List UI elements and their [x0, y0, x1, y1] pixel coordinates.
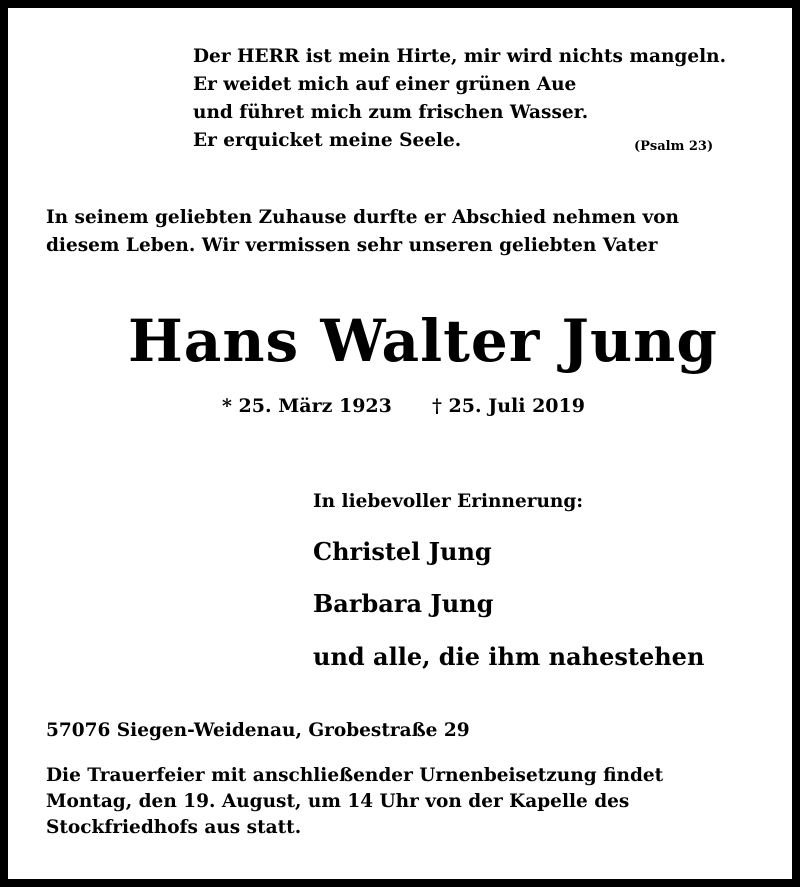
- address: 57076 Siegen-Weidenau, Grobestraße 29: [46, 720, 470, 741]
- deceased-name: Hans Walter Jung: [128, 307, 718, 375]
- mourners-others: und alle, die ihm nahestehen: [313, 642, 705, 671]
- memory-heading: In liebevoller Erinnerung:: [313, 491, 584, 512]
- psalm-line: Der HERR ist mein Hirte, mir wird nichts mangeln.: [193, 46, 727, 67]
- mourner-name: Christel Jung: [313, 537, 492, 566]
- birth-date: * 25. März 1923: [222, 395, 392, 417]
- psalm-reference: (Psalm 23): [634, 139, 714, 154]
- ceremony-line: Montag, den 19. August, um 14 Uhr von der Kapelle des: [46, 791, 630, 812]
- mourner-name: Barbara Jung: [313, 589, 494, 618]
- intro-line: In seinem geliebten Zuhause durfte er Abschied nehmen von: [46, 207, 679, 228]
- death-date: † 25. Juli 2019: [432, 395, 585, 417]
- intro-line: diesem Leben. Wir vermissen sehr unseren geliebten Vater: [46, 235, 658, 256]
- psalm-line: Er erquicket meine Seele.: [193, 130, 462, 151]
- ceremony-line: Die Trauerfeier mit anschließender Urnenbeisetzung findet: [46, 765, 664, 786]
- intro-text: [46, 209, 679, 265]
- psalm-line: und führet mich zum frischen Wasser.: [193, 102, 589, 123]
- ceremony-info: [46, 767, 663, 845]
- ceremony-line: Stockfriedhofs aus statt.: [46, 817, 302, 838]
- psalm-line: Er weidet mich auf einer grünen Aue: [193, 74, 577, 95]
